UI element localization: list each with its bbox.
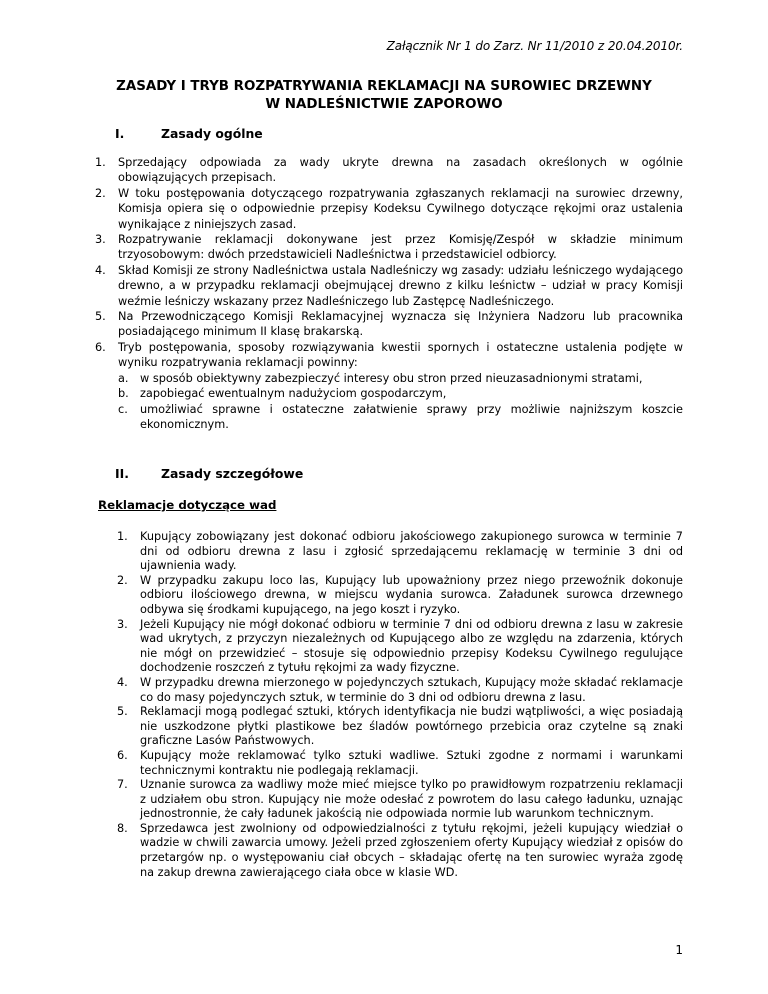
sub-list-item: b. zapobiegać ewentualnym nadużyciom gospodarczym, — [118, 387, 447, 401]
section-number: II. — [115, 466, 129, 481]
list-item: 2. W przypadku zakupu loco las, Kupujący lub upoważniony przez niego przewoźnik dokonuje odbioru ilościowego drewna, w miejscu wydania surowca. Załadunek surowca drzewnego odbywa się środkami kupującego, na jego koszt i ryzyko. — [117, 573, 683, 616]
sub-list-item: c. umożliwiać sprawne i ostateczne załatwienie sprawy przy możliwie najniższym koszcie ekonomicznym. — [118, 402, 683, 431]
list-item: 1. Sprzedający odpowiada za wady ukryte drewna na zasadach określonych w ogólnie obowiązujących przepisach. — [95, 156, 683, 185]
section-title: Zasady ogólne — [161, 126, 263, 141]
section-heading-general — [115, 126, 263, 141]
header-note: Załącznik Nr 1 do Zarz. Nr 11/2010 z 20.04.2010r. — [386, 39, 683, 53]
list-item: 2. W toku postępowania dotyczącego rozpatrywania zgłaszanych reklamacji na surowiec drzewny, Komisja opiera się o odpowiednie przepisy Kodeksu Cywilnego dotyczące rękojmi oraz ustalenia wynikające z niniejszych zasad. — [95, 186, 683, 231]
document-title — [80, 78, 688, 114]
list-item: 4. Skład Komisji ze strony Nadleśnictwa ustala Nadleśniczy wg zasady: udziału leśniczego wydającego drewno, a w przypadku reklamacji obejmującej drewno z kilku leśnictw – udział w pracy Komisji weźmie leśniczy wskazany przez Nadleśniczego lub Zastępcę Nadleśniczego. — [95, 263, 683, 308]
list-item: 8. Sprzedawca jest zwolniony od odpowiedzialności z tytułu rękojmi, jeżeli kupujący wiedział o wadzie w chwili zawarcia umowy. Jeżeli przed zgłoszeniem oferty Kupujący wiedział z opisów do przetargów np. o występowaniu ciał obcych – składając ofertę na ten surowiec wyraża zgodę na zakup drewna zawierającego ciała obce w klasie WD. — [117, 821, 683, 879]
general-rules-list — [95, 155, 683, 432]
list-item: 6. Kupujący może reklamować tylko sztuki wadliwe. Sztuki zgodne z normami i warunkami technicznymi kontraktu nie podlegają reklamacji. — [117, 748, 683, 777]
list-item: 4. W przypadku drewna mierzonego w pojedynczych sztukach, Kupujący może składać reklamacje co do masy pojedynczych sztuk, w terminie do 3 dni od odbioru drewna z lasu. — [117, 675, 683, 704]
list-item: 3. Jeżeli Kupujący nie mógł dokonać odbioru w terminie 7 dni od odbioru drewna z lasu w zakresie wad ukrytych, z przyczyn niezależnych od Kupującego albo ze względu na zdarzenia, których nie mógł on przewidzieć – stosuje się odpowiednio przepisy Kodeksu Cywilnego regulujące dochodzenie roszczeń z tytułu rękojmi za wady fizyczne. — [117, 617, 683, 675]
detailed-rules-list — [117, 530, 683, 880]
list-item: 5. Reklamacji mogą podlegać sztuki, których identyfikacja nie budzi wątpliwości, a więc posiadają nie uszkodzone płytki plastikowe bez śladów powtórnego przebicia oraz czytelne są znaki graficzne Lasów Państwowych. — [117, 705, 683, 748]
subsection-title: Reklamacje dotyczące wad — [98, 498, 277, 512]
section-number: I. — [115, 126, 125, 141]
list-item: 5. Na Przewodniczącego Komisji Reklamacyjnej wyznacza się Inżyniera Nadzoru lub pracownika posiadającego minimum II klasę brakarską. — [95, 310, 683, 339]
sub-list-item: a. w sposób obiektywny zabezpieczyć interesy obu stron przed nieuzasadnionymi stratami, — [118, 371, 643, 385]
list-item: 1. Kupujący zobowiązany jest dokonać odbioru jakościowego zakupionego surowca w terminie 7 dni od odbioru drewna z lasu i zgłosić sprzedającemu reklamację w terminie 3 dni od ujawnienia wady. — [117, 530, 683, 573]
title-line-1: ZASADY I TRYB ROZPATRYWANIA REKLAMACJI NA SUROWIEC DRZEWNY — [116, 79, 652, 94]
list-item: 6. Tryb postępowania, sposoby rozwiązywania kwestii spornych i ostateczne ustalenia podjęte w wyniku rozpatrywania reklamacji powinny: a. w sposób obiektywny zabezpieczyć interesy obu stron przed nieuzasadnionymi stratami, b. zapobiegać ewentualnym nadużyciom gospodarczym, c. umożliwiać sprawne i ostateczne załatwienie sprawy przy możliwie najniższym koszcie ekonomicznym. — [95, 340, 683, 431]
section-title: Zasady szczegółowe — [161, 466, 304, 481]
list-item: 7. Uznanie surowca za wadliwy może mieć miejsce tylko po prawidłowym rozpatrzeniu reklamacji z udziałem obu stron. Kupujący nie może odesłać z powrotem do lasu całego ładunku, uznając jednostronnie, że cały ładunek jakością nie odpowiada normie lub warunkom technicznym. — [117, 778, 683, 821]
section-heading-detailed — [115, 466, 303, 481]
page-number: 1 — [675, 943, 683, 957]
title-line-2: W NADLEŚNICTWIE ZAPOROWO — [265, 97, 503, 112]
list-item: 3. Rozpatrywanie reklamacji dokonywane jest przez Komisję/Zespół w składzie minimum trzyosobowym: dwóch przedstawicieli Nadleśnictwa i przedstawiciel odbiorcy. — [95, 233, 683, 262]
sub-list — [118, 371, 683, 433]
